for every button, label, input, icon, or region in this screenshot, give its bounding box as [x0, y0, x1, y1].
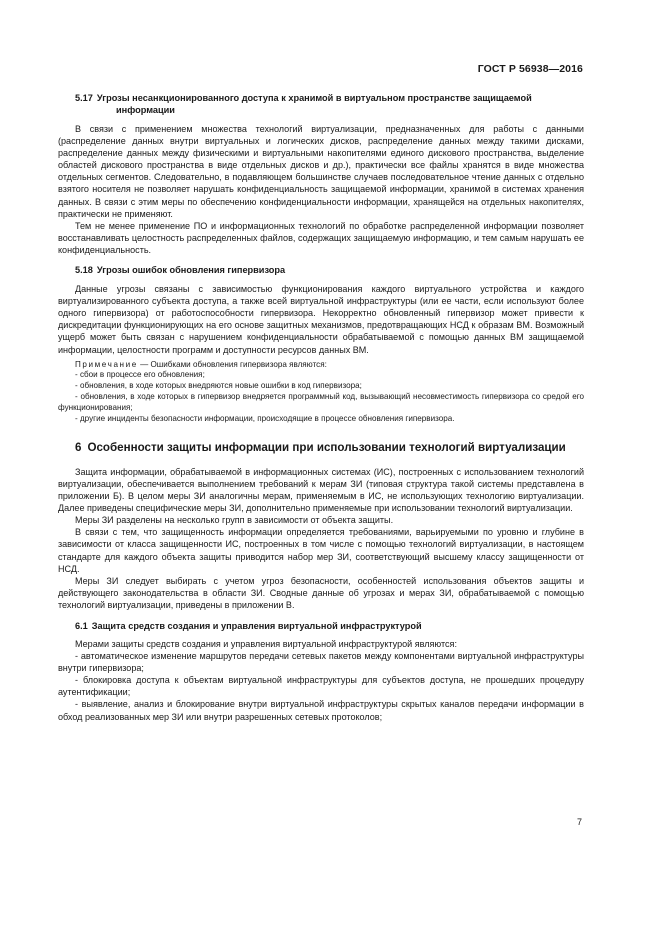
paragraph: Тем не менее применение ПО и информационных технологий по обработке распределенной информации позволяет восстанавливать целостность распределенных файлов, содержащих защищаемую информацию, и тем самым нарушать ее конфиденциальность.	[58, 220, 584, 255]
list-item: - выявление, анализ и блокирование внутри виртуальной инфраструктуры скрытых каналов передачи информации в обход реализованных мер ЗИ или внутри разрешенных сетевых протоколов;	[58, 699, 584, 722]
section-title: Особенности защиты информации при использовании технологий виртуализации	[87, 441, 566, 455]
section-6-1-heading	[58, 620, 584, 632]
paragraph: В связи с применением множества технологий виртуализации, предназначенных для работы с данными (распределение данных внутри виртуальных и логических дисков, распределение данных между такими дисками, распределение данных между физическими и виртуальными накопителями единого дискового пространства, выделение областей дискового пространства в виде отдельных дисков и др.), практически все файлы хранятся в виде множества отдельных сегментов. Следовательно, в подавляющем большинстве случаев последовательное чтение данных с отдельно взятого носителя не позволяет нарушать конфиденциальность защищаемой информации, хранимой в системах хранения данных. В связи с этим меры по обеспечению конфиденциальности информации, хранящейся на отдельных накопителях, практически не применяют.	[58, 124, 584, 219]
section-title: Защита средств создания и управления виртуальной инфраструктурой	[91, 621, 422, 631]
document-id: ГОСТ Р 56938—2016	[477, 63, 583, 75]
section-5-18-heading	[58, 264, 584, 276]
paragraph: Мерами защиты средств создания и управления виртуальной инфраструктурой являются:	[75, 639, 457, 649]
paragraph: Меры ЗИ следует выбирать с учетом угроз безопасности, особенностей использования объектов защиты и действующего законодательства в области ЗИ. Сводные данные об угрозах и мерах ЗИ, обрабатываемой с помощью технологий виртуализации, приведены в приложении В.	[58, 575, 584, 610]
note-block	[58, 360, 584, 425]
page-body	[58, 92, 584, 723]
list-item: - автоматическое изменение маршрутов передачи сетевых пакетов между компонентами виртуальной инфраструктуры внутри гипервизора;	[58, 651, 584, 674]
section-number: 5.18	[75, 265, 93, 276]
note-label: Примечание	[75, 359, 138, 369]
section-6-heading	[58, 441, 584, 456]
paragraph: Меры ЗИ разделены на несколько групп в зависимости от объекта защиты.	[75, 515, 394, 526]
note-item: - обновления, в ходе которых в гипервизор внедряется программный код, вызывающий несовместимость гипервизора со средой его функционирования;	[58, 391, 584, 412]
note-item: - обновления, в ходе которых внедряются новые ошибки в код гипервизора;	[75, 381, 362, 391]
note-text: — Ошибками обновления гипервизора являются:	[137, 359, 327, 369]
note-header	[58, 360, 584, 371]
section-5-17-heading	[58, 92, 584, 116]
paragraph: Защита информации, обрабатываемой в информационных системах (ИС), построенных с использованием технологий виртуализации, обеспечивается выполнением требований к мерам ЗИ (типовая структура такой системы представлена в приложении Б). В целом меры ЗИ аналогичны мерам, применяемым в ИС, не использующих технологию виртуализации. Далее приведены специфические меры ЗИ, дополнительно применяемые при использовании технологий виртуализации.	[58, 466, 584, 514]
section-title: Угрозы ошибок обновления гипервизора	[96, 265, 286, 276]
note-item: - другие инциденты безопасности информации, происходящие в процессе обновления гипервизора.	[75, 413, 455, 423]
section-number: 6	[75, 441, 82, 455]
paragraph: Данные угрозы связаны с зависимостью функционирования каждого виртуального устройства и каждого виртуализированного субъекта доступа, а также всей виртуальной инфраструктуры (или ее части, если используют более одного гипервизора) от работоспособности гипервизора. Некорректно обновленный гипервизор может привести к дискредитации функционирующих на его основе защитных механизмов, предотвращающих НСД к образам ВМ. Возможный ущерб может быть связан с нарушением конфиденциальности обрабатываемой с помощью данных ВМ защищаемой информации, целостности программ и доступности ресурсов данных ВМ.	[58, 284, 584, 355]
section-number: 6.1	[75, 621, 88, 631]
section-number: 5.17	[75, 93, 93, 103]
paragraph: В связи с тем, что защищенность информации определяется требованиями, варьируемыми по уровню и глубине в зависимости от класса защищенности ИС, построенных в том числе с помощью технологий виртуализации, в настоящем стандарте для каждого объекта защиты приводится набор мер ЗИ, соответствующий высшему классу защищенности от НСД.	[58, 527, 584, 574]
list-item: - блокировка доступа к объектам виртуальной инфраструктуры для субъектов доступа, не прошедших процедуру аутентификации;	[58, 675, 584, 698]
note-item: - сбои в процессе его обновления;	[75, 370, 205, 380]
page-number: 7	[577, 817, 583, 827]
section-title: Угрозы несанкционированного доступа к хранимой в виртуальном пространстве защищаемой информации	[96, 93, 532, 115]
